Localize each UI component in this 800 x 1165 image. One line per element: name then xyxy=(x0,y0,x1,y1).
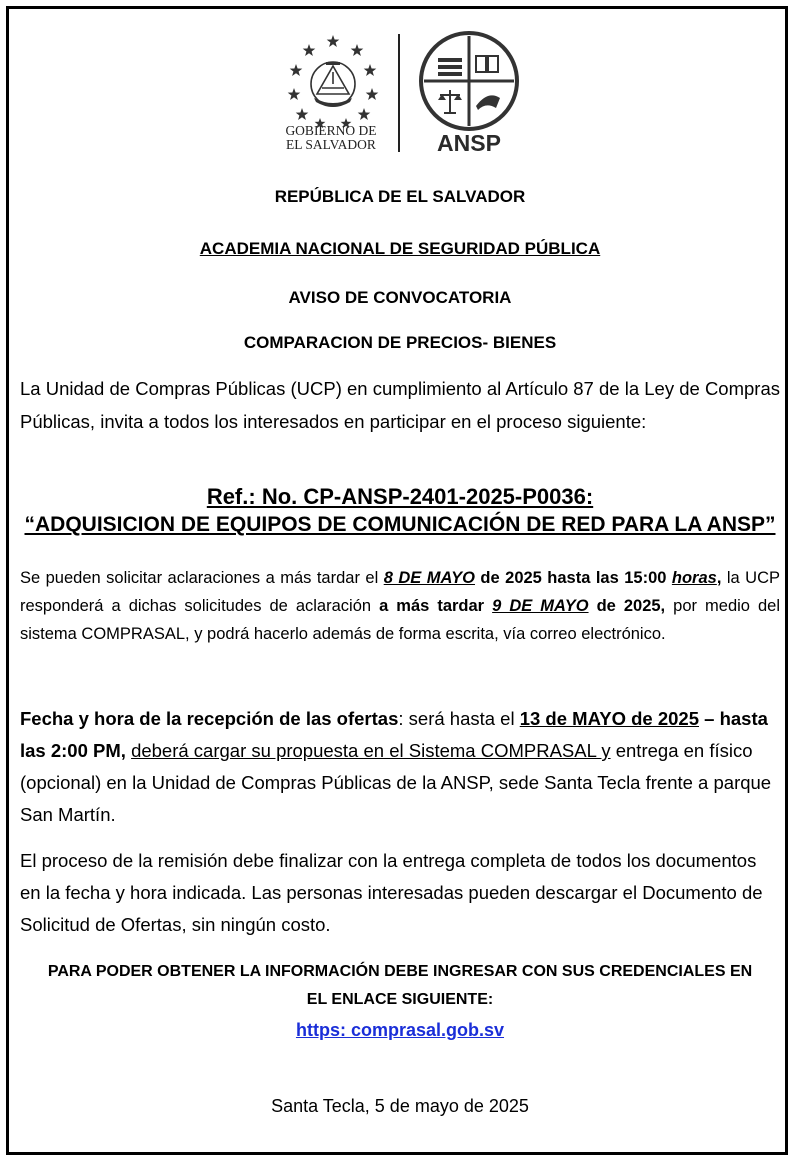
academy-heading: ACADEMIA NACIONAL DE SEGURIDAD PÚBLICA xyxy=(199,239,601,258)
reception-date: 13 de MAYO de 2025 xyxy=(519,708,699,729)
ansp-emblem-icon xyxy=(416,28,522,134)
reception-time: – hasta las 2:00 PM, xyxy=(20,708,768,761)
government-name xyxy=(278,124,384,152)
reception-instructions: deberá cargar su propuesta en el Sistema COMPRASAL y xyxy=(131,740,611,761)
process-paragraph: El proceso de la remisión debe finalizar con la entrega completa de todos los documentos en la fecha y hora indicada. Las personas interesadas pueden descargar el Documento de Solicitud de Ofertas, sin ningún costo. xyxy=(20,850,763,935)
credentials-notice xyxy=(0,958,800,1014)
reception-text: entrega en físico (opcional) en la Unidad de Compras Públicas de la ANSP, sede Santa Tecla frente a parque San Martín. xyxy=(20,740,772,825)
clar-text: de 2025, xyxy=(588,597,666,615)
clar-date-2: 9 DE MAYO xyxy=(492,597,589,615)
reception-label: Fecha y hora de la recepción de las ofertas xyxy=(20,708,399,729)
ansp-wordmark: ANSP xyxy=(437,130,501,156)
clar-text: Se pueden solicitar aclaraciones a más tardar el xyxy=(20,569,384,587)
clar-text: a más tardar xyxy=(379,597,493,615)
clar-hours: horas xyxy=(671,569,717,587)
footer-date: Santa Tecla, 5 de mayo de 2025 xyxy=(271,1096,529,1116)
clar-text: por medio del sistema COMPRASAL, y podrá hacerlo además de forma escrita, vía correo electrónico. xyxy=(20,597,781,643)
credentials-line1: PARA PODER OBTENER LA INFORMACIÓN DEBE INGRESAR CON SUS CREDENCIALES EN xyxy=(47,963,753,980)
gov-text-line2: EL SALVADOR xyxy=(286,137,376,152)
credentials-line2: EL ENLACE SIGUIENTE: xyxy=(306,991,494,1008)
reception-paragraph xyxy=(20,703,780,831)
clar-text: , xyxy=(716,569,722,587)
comprasal-link-container xyxy=(0,1020,800,1041)
process-type-heading: COMPARACION DE PRECIOS- BIENES xyxy=(243,333,557,352)
clar-date-1: 8 DE MAYO xyxy=(383,569,475,587)
notice-heading: AVISO DE CONVOCATORIA xyxy=(288,288,512,307)
logo-divider xyxy=(398,34,400,152)
clar-text: de 2025 hasta las 15:00 xyxy=(474,569,672,587)
reception-text: : será hasta el xyxy=(398,708,520,729)
reference-title: “ADQUISICION DE EQUIPOS DE COMUNICACIÓN DE RED PARA LA ANSP” xyxy=(24,513,776,536)
gov-text-line1: GOBIERNO DE xyxy=(285,123,377,138)
clarifications-paragraph xyxy=(20,564,780,648)
header-logos xyxy=(0,26,800,158)
republic-heading: REPÚBLICA DE EL SALVADOR xyxy=(274,187,526,206)
intro-paragraph: La Unidad de Compras Públicas (UCP) en cumplimiento al Artículo 87 de la Ley de Compras Públicas, invita a todos los interesados en participar en el proceso siguiente: xyxy=(20,378,780,432)
comprasal-link[interactable]: https: comprasal.gob.sv xyxy=(295,1020,505,1040)
reference-code: Ref.: No. CP-ANSP-2401-2025-P0036: xyxy=(206,484,594,509)
clar-text: la UCP responderá a dichas solicitudes de aclaración xyxy=(20,569,780,615)
